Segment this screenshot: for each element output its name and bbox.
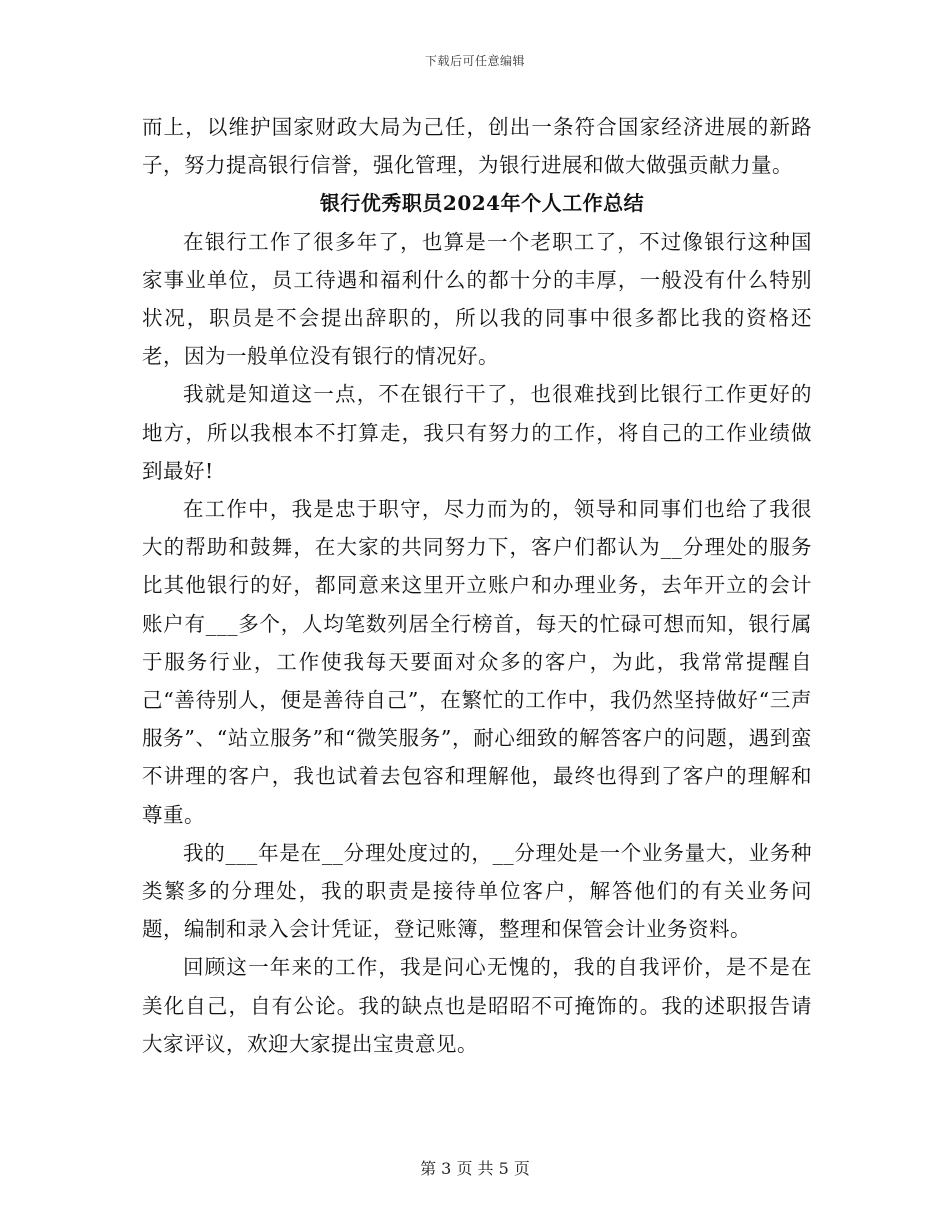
continuation-paragraph: 而上，以维护国家财政大局为己任，创出一条符合国家经济进展的新路子，努力提高银行信誉，强化管理，为银行进展和做大做强贡献力量。	[142, 115, 812, 178]
body-paragraph: 我就是知道这一点，不在银行干了，也很难找到比银行工作更好的地方，所以我根本不打算走，我只有努力的工作，将自己的工作业绩做到最好!	[142, 382, 812, 483]
body-paragraph: 在工作中，我是忠于职守，尽力而为的，领导和同事们也给了我很大的帮助和鼓舞，在大家的共同努力下，客户们都认为__分理处的服务比其他银行的好，都同意来这里开立账户和办理业务，去年开立的会计账户有___多个，人均笔数列居全行榜首，每天的忙碌可想而知，银行属于服务行业，工作使我每天要面对众多的客户，为此，我常常提醒自己“善待别人，便是善待自己”，在繁忙的工作中，我仍然坚持做好“三声服务”、“站立服务”和“微笑服务”，耐心细致的解答客户的问题，遇到蛮不讲理的客户，我也试着去包容和理解他，最终也得到了客户的理解和尊重。	[142, 497, 812, 827]
document-title: 银行优秀职员2024年个人工作总结	[319, 191, 645, 216]
body-paragraph: 回顾这一年来的工作，我是问心无愧的，我的自我评价，是不是在美化自己，自有公论。我的缺点也是昭昭不可掩饰的。我的述职报告请大家评议，欢迎大家提出宝贵意见。	[142, 955, 812, 1056]
body-paragraph: 我的___年是在__分理处度过的，__分理处是一个业务量大，业务种类繁多的分理处，我的职责是接待单位客户，解答他们的有关业务问题，编制和录入会计凭证，登记账簿，整理和保管会计业务资料。	[142, 840, 812, 942]
body-paragraph: 在银行工作了很多年了，也算是一个老职工了，不过像银行这种国家事业单位，员工待遇和福利什么的都十分的丰厚，一般没有什么特别状况，职员是不会提出辞职的，所以我的同事中很多都比我的资格还老，因为一般单位没有银行的情况好。	[142, 229, 812, 369]
document-body	[142, 108, 812, 1063]
page-number-footer: 第 3 页 共 5 页	[420, 1159, 530, 1178]
page-header: 下载后可任意编辑	[424, 54, 525, 68]
